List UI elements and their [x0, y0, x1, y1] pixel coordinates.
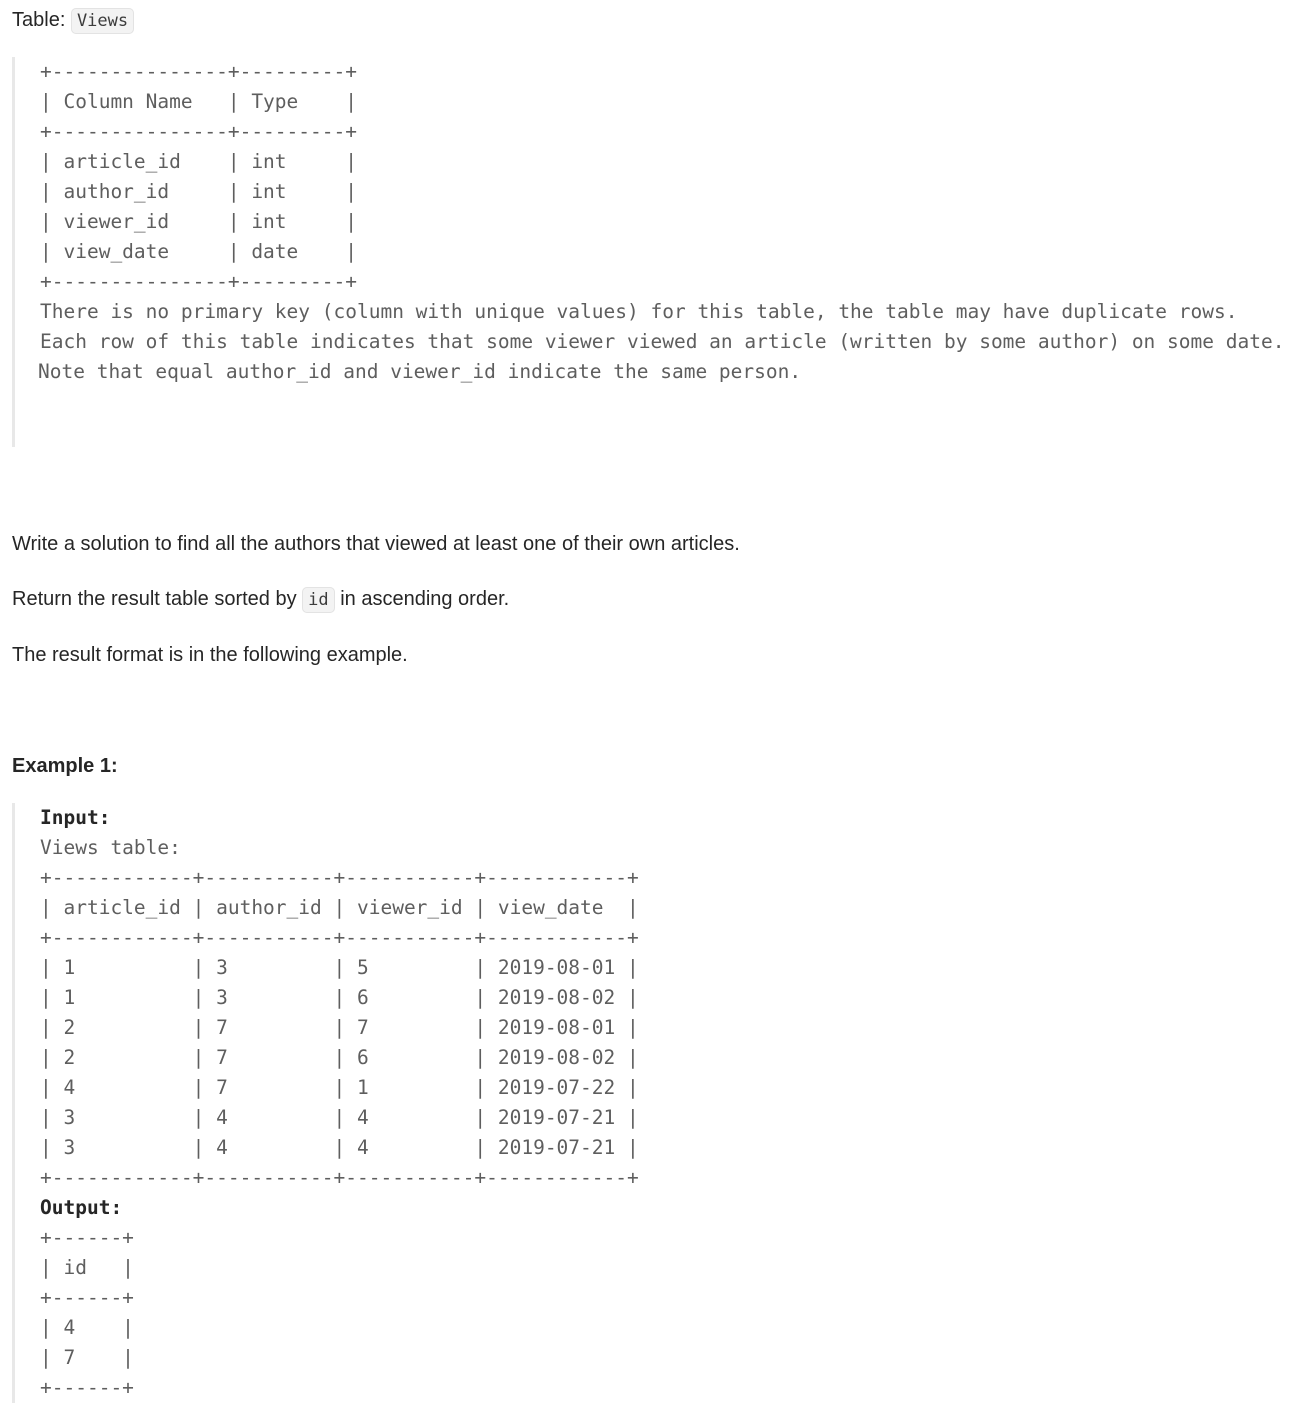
return-statement [12, 584, 509, 615]
input-table-line: | 3 | 4 | 4 | 2019-07-21 | [40, 1106, 639, 1129]
return-text-before: Return the result table sorted by [12, 588, 303, 610]
schema-line: | article_id | int | [40, 150, 357, 173]
output-table-line: | 4 | [40, 1316, 134, 1339]
output-table-line: | 7 | [40, 1346, 134, 1369]
schema-line: | author_id | int | [40, 180, 357, 203]
table-heading [12, 5, 134, 36]
table-name-code: Views [71, 8, 134, 34]
output-table-line: | id | [40, 1256, 134, 1279]
schema-line: +---------------+---------+ [40, 120, 357, 143]
input-table-line: | article_id | author_id | viewer_id | view_date | [40, 896, 639, 919]
input-table-line: | 4 | 7 | 1 | 2019-07-22 | [40, 1076, 639, 1099]
schema-note: There is no primary key (column with unique values) for this table, the table may have duplicate rows. [40, 300, 1238, 323]
schema-line: | Column Name | Type | [40, 90, 357, 113]
schema-line: +---------------+---------+ [40, 270, 357, 293]
example-title: Example 1: [12, 755, 118, 777]
output-label: Output: [40, 1196, 123, 1219]
format-statement: The result format is in the following example. [12, 644, 408, 666]
schema-line: | viewer_id | int | [40, 210, 357, 233]
output-table-line: +------+ [40, 1286, 134, 1309]
input-table-line: +------------+-----------+-----------+------------+ [40, 1166, 639, 1189]
input-table-line: | 1 | 3 | 5 | 2019-08-01 | [40, 956, 639, 979]
id-code: id [302, 587, 334, 613]
input-table-line: | 3 | 4 | 4 | 2019-07-21 | [40, 1136, 639, 1159]
task-statement: Write a solution to find all the authors that viewed at least one of their own articles. [12, 533, 740, 555]
input-table-line: | 2 | 7 | 7 | 2019-08-01 | [40, 1016, 639, 1039]
output-table-line: +------+ [40, 1376, 134, 1399]
input-table-line: | 1 | 3 | 6 | 2019-08-02 | [40, 986, 639, 1009]
schema-note: Note that equal author_id and viewer_id indicate the same person. [38, 360, 802, 383]
input-label: Input: [40, 806, 111, 829]
return-text-after: in ascending order. [334, 588, 510, 610]
input-table-line: +------------+-----------+-----------+------------+ [40, 866, 639, 889]
input-table-line: +------------+-----------+-----------+------------+ [40, 926, 639, 949]
example-block [12, 803, 1308, 1403]
input-caption: Views table: [40, 836, 181, 859]
schema-block [12, 57, 1308, 447]
output-table-line: +------+ [40, 1226, 134, 1249]
schema-note: Each row of this table indicates that some viewer viewed an article (written by some author) on some date. [40, 330, 1285, 353]
table-prefix: Table: [12, 9, 71, 31]
input-table-line: | 2 | 7 | 6 | 2019-08-02 | [40, 1046, 639, 1069]
schema-line: | view_date | date | [40, 240, 357, 263]
schema-line: +---------------+---------+ [40, 60, 357, 83]
